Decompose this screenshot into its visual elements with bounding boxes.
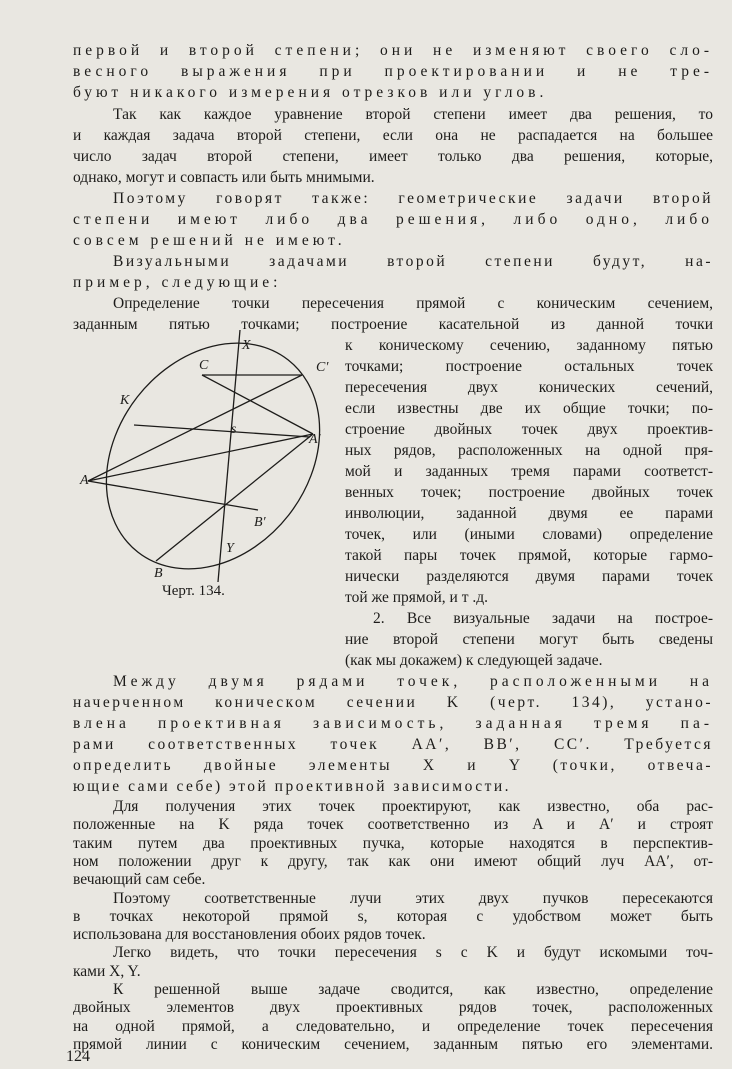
text-line: пересечения двух конических сечений, <box>345 379 713 396</box>
text-line: ками X, Y. <box>73 962 141 980</box>
text-line: буют никакого измерения отрезков или углов. <box>73 84 548 101</box>
text-line: первой и второй степени; они не изменяют своего сло- <box>73 42 713 59</box>
text-line: (как мы докажем) к следующей задаче. <box>345 652 603 669</box>
text-line: такой пары точек прямой, которые гармо- <box>345 547 713 564</box>
figure-caption: Черт. 134. <box>162 583 225 599</box>
label-k: K <box>120 393 130 408</box>
label-c: C <box>199 358 209 373</box>
text-line: ных рядов, расположенных на одной пря- <box>345 442 713 459</box>
text-line: Легко видеть, что точки пересечения s с K и будут искомыми точ- <box>113 944 713 962</box>
conic-section-k <box>78 322 340 584</box>
page-number: 124 <box>66 1048 90 1065</box>
line-b-a-prime <box>156 434 313 561</box>
text-line: на одной прямой, а следовательно, и определение точек пересечения <box>73 1017 713 1035</box>
text-line: число задач второй степени, имеет только два решения, которые, <box>73 148 713 165</box>
line-s <box>134 425 310 437</box>
text-line: Так как каждое уравнение второй степени имеет два решения, то <box>113 106 713 123</box>
text-line: 2. Все визуальные задачи на построе- <box>373 610 713 627</box>
label-c-prime: C′ <box>316 360 329 375</box>
text-line: мой и заданных тремя парами соответст- <box>345 463 713 480</box>
text-line: прямой линии с коническим сечением, заданным пятью его элементами. <box>73 1035 713 1053</box>
text-line: Визуальными задачами второй степени будут, на- <box>113 253 713 270</box>
text-line: заданным пятью точками; построение касательной из данной точки <box>73 316 713 333</box>
text-line: положенные на K ряда точек соответственно из A и A′ и строят <box>73 816 713 834</box>
text-line: начерченном коническом сечении K (черт. 134), устано- <box>73 694 713 711</box>
text-line: пример, следующие: <box>73 274 282 291</box>
text-line: инволюции, заданной двумя ее парами <box>345 505 713 522</box>
text-line: Поэтому говорят также: геометрические задачи второй <box>113 190 713 207</box>
line-a-c-prime <box>88 375 302 481</box>
text-line: и каждая задача второй степени, если она не распадается на большее <box>73 127 713 144</box>
text-line: К решенной выше задаче сводится, как известно, определение <box>113 981 713 998</box>
text-line: Поэтому соответственные лучи этих двух пучков пересекаются <box>113 889 713 907</box>
text-line: ном положении друг к другу, так как они имеют общий луч AA′, от- <box>73 852 713 870</box>
text-line: влена проективная зависимость, заданная тремя па- <box>73 715 713 732</box>
text-line: в точках некоторой прямой s, которая с удобством может быть <box>73 907 713 925</box>
text-line: к коническому сечению, заданному пятью <box>345 337 713 354</box>
text-line: использована для восстановления обоих рядов точек. <box>73 926 426 944</box>
label-a: A <box>80 473 89 488</box>
label-b-prime: B′ <box>254 515 266 530</box>
text-line: венных точек; построение двойных точек <box>345 484 713 501</box>
text-line: определить двойные элементы X и Y (точки, отвеча- <box>73 757 713 774</box>
label-s: s <box>231 422 237 437</box>
text-line: весного выражения при проектировании и не тре- <box>73 63 713 80</box>
text-line: совсем решений не имеют. <box>73 232 346 249</box>
label-y: Y <box>226 541 234 556</box>
text-line: вечающий сам себе. <box>73 871 206 889</box>
label-x: X <box>242 338 251 353</box>
text-line: Определение точки пересечения прямой с коническим сечением, <box>113 295 713 312</box>
text-line: рами соответственных точек AA′, BB′, CC′. Требуется <box>73 736 713 753</box>
text-line: Между двумя рядами точек, расположенными на <box>113 673 713 690</box>
conic-figure-134 <box>78 322 340 584</box>
line-a-a-prime <box>88 434 313 481</box>
text-line: точками; построение остальных точек <box>345 358 713 375</box>
text-line: таким путем два проективных пучка, которые находятся в перспектив- <box>73 834 713 852</box>
text-line: той же прямой, и т .д. <box>345 589 488 606</box>
text-line: ющие сами себе) этой проективной зависимости. <box>73 778 512 795</box>
text-line: Для получения этих точек проектируют, как известно, оба рас- <box>113 798 713 815</box>
text-line: двойных элементов двух проективных рядов точек, расположенных <box>73 999 713 1017</box>
label-b: B <box>154 566 163 581</box>
text-line: нически разделяются двумя парами точек <box>345 568 713 585</box>
text-line: однако, могут и совпасть или быть мнимыми. <box>73 169 375 186</box>
text-line: если известны две их общие точки; по- <box>345 400 713 417</box>
text-line: точек, или (иными словами) определение <box>345 526 713 543</box>
text-line: ние второй степени могут быть сведены <box>345 631 713 648</box>
text-line: строение двойных точек двух проектив- <box>345 421 713 438</box>
label-a-prime: A′ <box>309 432 321 447</box>
line-a-b-prime <box>88 481 258 510</box>
text-line: степени имеют либо два решения, либо одно, либо <box>73 211 713 228</box>
line-c-a-prime <box>202 375 313 434</box>
